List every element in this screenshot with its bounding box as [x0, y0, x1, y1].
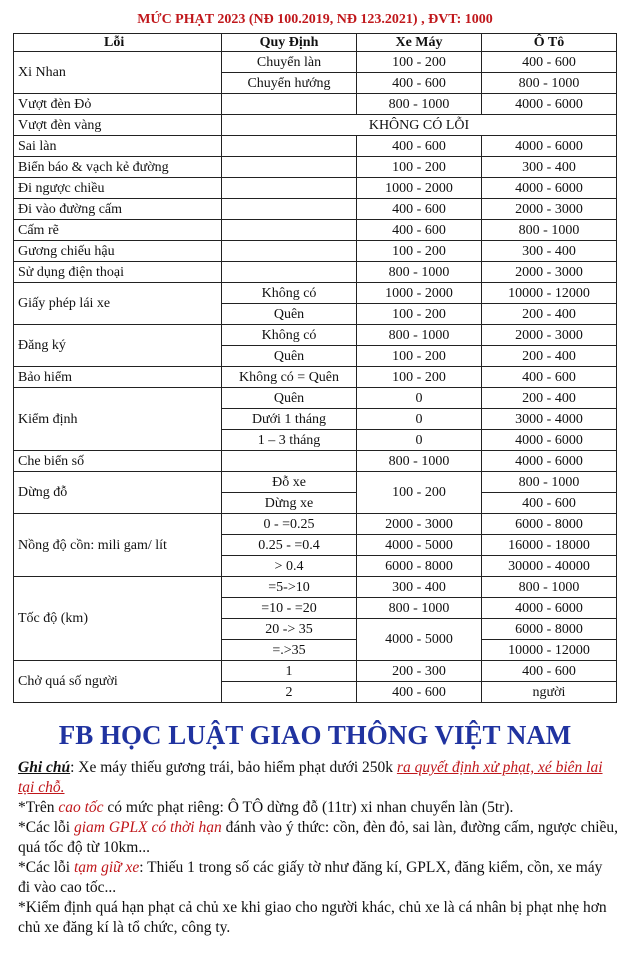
note-text: *Các lỗi	[18, 819, 74, 836]
cell-quy-dinh	[222, 199, 357, 220]
table-row	[14, 367, 617, 388]
cell-xe-may: 0	[357, 409, 482, 430]
cell-xe-may: 1000 - 2000	[357, 178, 482, 199]
cell-xe-may: 300 - 400	[357, 577, 482, 598]
cell-loi: Vượt đèn Đỏ	[14, 94, 222, 115]
fines-table	[13, 33, 617, 703]
cell-quy-dinh	[222, 94, 357, 115]
cell-quy-dinh: 20 -> 35	[222, 619, 357, 640]
cell-quy-dinh: Đỗ xe	[222, 472, 357, 493]
table-row	[14, 52, 617, 73]
cell-quy-dinh: Quên	[222, 346, 357, 367]
cell-loi: Sai làn	[14, 136, 222, 157]
cell-o-to: 10000 - 12000	[482, 640, 617, 661]
cell-quy-dinh: 1 – 3 tháng	[222, 430, 357, 451]
cell-loi: Sử dụng điện thoại	[14, 262, 222, 283]
cell-loi: Bảo hiểm	[14, 367, 222, 388]
cell-quy-dinh: Quên	[222, 304, 357, 325]
cell-o-to: 200 - 400	[482, 346, 617, 367]
table-row	[14, 115, 617, 136]
cell-quy-dinh	[222, 157, 357, 178]
cell-xe-may: 2000 - 3000	[357, 514, 482, 535]
cell-quy-dinh: Không có	[222, 283, 357, 304]
cell-o-to: 4000 - 6000	[482, 94, 617, 115]
cell-quy-dinh: =.>35	[222, 640, 357, 661]
cell-o-to: 2000 - 3000	[482, 199, 617, 220]
cell-o-to: 3000 - 4000	[482, 409, 617, 430]
brand-heading: FB HỌC LUẬT GIAO THÔNG VIỆT NAM	[58, 720, 572, 750]
cell-quy-dinh: Dưới 1 tháng	[222, 409, 357, 430]
cell-loi: Gương chiếu hậu	[14, 241, 222, 262]
note-text: *Các lỗi	[18, 859, 74, 876]
cell-quy-dinh	[222, 136, 357, 157]
cell-quy-dinh	[222, 262, 357, 283]
cell-xe-may: 100 - 200	[357, 367, 482, 388]
cell-o-to: 400 - 600	[482, 661, 617, 682]
cell-xe-may: 800 - 1000	[357, 325, 482, 346]
table-row	[14, 451, 617, 472]
cell-quy-dinh	[222, 220, 357, 241]
cell-quy-dinh: Quên	[222, 388, 357, 409]
cell-loi: Dừng đỗ	[14, 472, 222, 514]
note-text: có mức phạt riêng: Ô TÔ dừng đỗ (11tr) xi nhan chuyển làn (5tr).	[103, 799, 514, 816]
notes-section	[18, 758, 618, 938]
cell-quy-dinh: > 0.4	[222, 556, 357, 577]
table-row	[14, 199, 617, 220]
cell-o-to: 4000 - 6000	[482, 430, 617, 451]
cell-o-to: 800 - 1000	[482, 220, 617, 241]
cell-xe-may: 200 - 300	[357, 661, 482, 682]
cell-o-to: 800 - 1000	[482, 577, 617, 598]
table-row	[14, 325, 617, 346]
cell-quy-dinh: 1	[222, 661, 357, 682]
note-label: Ghi chú	[18, 759, 71, 776]
cell-quy-dinh: Dừng xe	[222, 493, 357, 514]
cell-loi: Kiểm định	[14, 388, 222, 451]
note-highlight: giam GPLX có thời hạn	[73, 819, 222, 836]
note-highlight: cao tốc	[58, 799, 104, 816]
cell-o-to: 300 - 400	[482, 157, 617, 178]
cell-xe-may: 400 - 600	[357, 73, 482, 94]
cell-loi: Đi ngược chiều	[14, 178, 222, 199]
cell-loi: Đi vào đường cấm	[14, 199, 222, 220]
table-row	[14, 157, 617, 178]
cell-quy-dinh: 0.25 - =0.4	[222, 535, 357, 556]
cell-xe-may: 100 - 200	[357, 472, 482, 514]
note-5: *Kiểm định quá hạn phạt cả chủ xe khi giao cho người khác, chủ xe là cá nhân bị phạt nhẹ hơn chủ xe đăng kí là tổ chức, công ty.	[18, 899, 607, 936]
table-row	[14, 262, 617, 283]
cell-loi: Nồng độ cồn: mili gam/ lít	[14, 514, 222, 577]
col-header-quy-dinh: Quy Định	[222, 34, 357, 52]
cell-o-to: 4000 - 6000	[482, 136, 617, 157]
cell-xe-may: 800 - 1000	[357, 262, 482, 283]
note-4	[18, 858, 618, 898]
cell-o-to: 4000 - 6000	[482, 451, 617, 472]
cell-quy-dinh	[222, 178, 357, 199]
note-text: : Xe máy thiếu gương trái, bảo hiểm phạt dưới 250k	[70, 759, 397, 776]
col-header-xe-may: Xe Máy	[357, 34, 482, 52]
cell-xe-may: 1000 - 2000	[357, 283, 482, 304]
cell-o-to: 800 - 1000	[482, 73, 617, 94]
cell-o-to: 16000 - 18000	[482, 535, 617, 556]
note-3	[18, 818, 618, 858]
col-header-o-to: Ô Tô	[482, 34, 617, 52]
cell-o-to: 400 - 600	[482, 367, 617, 388]
cell-o-to: 200 - 400	[482, 388, 617, 409]
table-row	[14, 241, 617, 262]
cell-quy-dinh	[222, 241, 357, 262]
note-highlight: ra quyết định xử phạt, xé biên lai tại chỗ.	[18, 759, 603, 796]
cell-xe-may: 4000 - 5000	[357, 535, 482, 556]
cell-o-to: 30000 - 40000	[482, 556, 617, 577]
cell-o-to: 800 - 1000	[482, 472, 617, 493]
cell-loi: Che biển số	[14, 451, 222, 472]
cell-loi: Chở quá số người	[14, 661, 222, 703]
cell-quy-dinh: =5->10	[222, 577, 357, 598]
cell-loi: Giấy phép lái xe	[14, 283, 222, 325]
cell-xe-may: 100 - 200	[357, 157, 482, 178]
note-2	[18, 798, 618, 818]
cell-o-to: 6000 - 8000	[482, 514, 617, 535]
table-row	[14, 472, 617, 493]
cell-o-to: 6000 - 8000	[482, 619, 617, 640]
cell-o-to: 400 - 600	[482, 52, 617, 73]
cell-xe-may: 400 - 600	[357, 136, 482, 157]
table-row	[14, 94, 617, 115]
table-row	[14, 388, 617, 409]
table-row	[14, 136, 617, 157]
cell-o-to: 4000 - 6000	[482, 598, 617, 619]
cell-o-to: 2000 - 3000	[482, 262, 617, 283]
col-header-loi: Lỗi	[14, 34, 222, 52]
cell-loi: Xi Nhan	[14, 52, 222, 94]
note-1	[18, 758, 618, 798]
cell-o-to: người	[482, 682, 617, 703]
cell-o-to: 400 - 600	[482, 493, 617, 514]
cell-quy-dinh	[222, 451, 357, 472]
cell-xe-may: 6000 - 8000	[357, 556, 482, 577]
cell-xe-may: 0	[357, 388, 482, 409]
note-highlight: tạm giữ xe	[73, 859, 140, 876]
cell-loi: Đăng ký	[14, 325, 222, 367]
cell-no-fault: KHÔNG CÓ LỖI	[222, 115, 617, 136]
cell-xe-may: 100 - 200	[357, 304, 482, 325]
cell-xe-may: 800 - 1000	[357, 94, 482, 115]
cell-o-to: 2000 - 3000	[482, 325, 617, 346]
cell-loi: Biển báo & vạch kẻ đường	[14, 157, 222, 178]
cell-quy-dinh: 2	[222, 682, 357, 703]
cell-quy-dinh: =10 - =20	[222, 598, 357, 619]
table-header-row	[14, 34, 617, 52]
cell-quy-dinh: 0 - =0.25	[222, 514, 357, 535]
cell-xe-may: 100 - 200	[357, 346, 482, 367]
table-row	[14, 220, 617, 241]
table-row	[14, 178, 617, 199]
cell-quy-dinh: Chuyển làn	[222, 52, 357, 73]
cell-o-to: 4000 - 6000	[482, 178, 617, 199]
table-row	[14, 283, 617, 304]
cell-quy-dinh: Không có	[222, 325, 357, 346]
cell-quy-dinh: Chuyển hướng	[222, 73, 357, 94]
cell-o-to: 300 - 400	[482, 241, 617, 262]
cell-xe-may: 800 - 1000	[357, 451, 482, 472]
cell-xe-may: 0	[357, 430, 482, 451]
note-text: : Thiếu 1 trong số các giấy tờ như đăng kí, GPLX, đăng kiểm, cồn, xe máy đi vào cao tốc...	[18, 859, 603, 896]
cell-o-to: 10000 - 12000	[482, 283, 617, 304]
table-row	[14, 577, 617, 598]
cell-xe-may: 800 - 1000	[357, 598, 482, 619]
cell-loi: Tốc độ (km)	[14, 577, 222, 661]
cell-xe-may: 4000 - 5000	[357, 619, 482, 661]
table-row	[14, 661, 617, 682]
cell-xe-may: 100 - 200	[357, 241, 482, 262]
page-title: MỨC PHẠT 2023 (NĐ 100.2019, NĐ 123.2021) , ĐVT: 1000	[137, 12, 493, 27]
cell-loi: Cấm rẽ	[14, 220, 222, 241]
table-row	[14, 514, 617, 535]
cell-o-to: 200 - 400	[482, 304, 617, 325]
note-text: đánh vào ý thức: cồn, đèn đỏ, sai làn, đường cấm, ngược chiều, quá tốc độ từ 10km...	[18, 819, 619, 856]
cell-quy-dinh: Không có = Quên	[222, 367, 357, 388]
cell-xe-may: 400 - 600	[357, 199, 482, 220]
cell-xe-may: 400 - 600	[357, 682, 482, 703]
cell-loi: Vượt đèn vàng	[14, 115, 222, 136]
cell-xe-may: 100 - 200	[357, 52, 482, 73]
cell-xe-may: 400 - 600	[357, 220, 482, 241]
note-text: *Trên	[18, 799, 59, 816]
